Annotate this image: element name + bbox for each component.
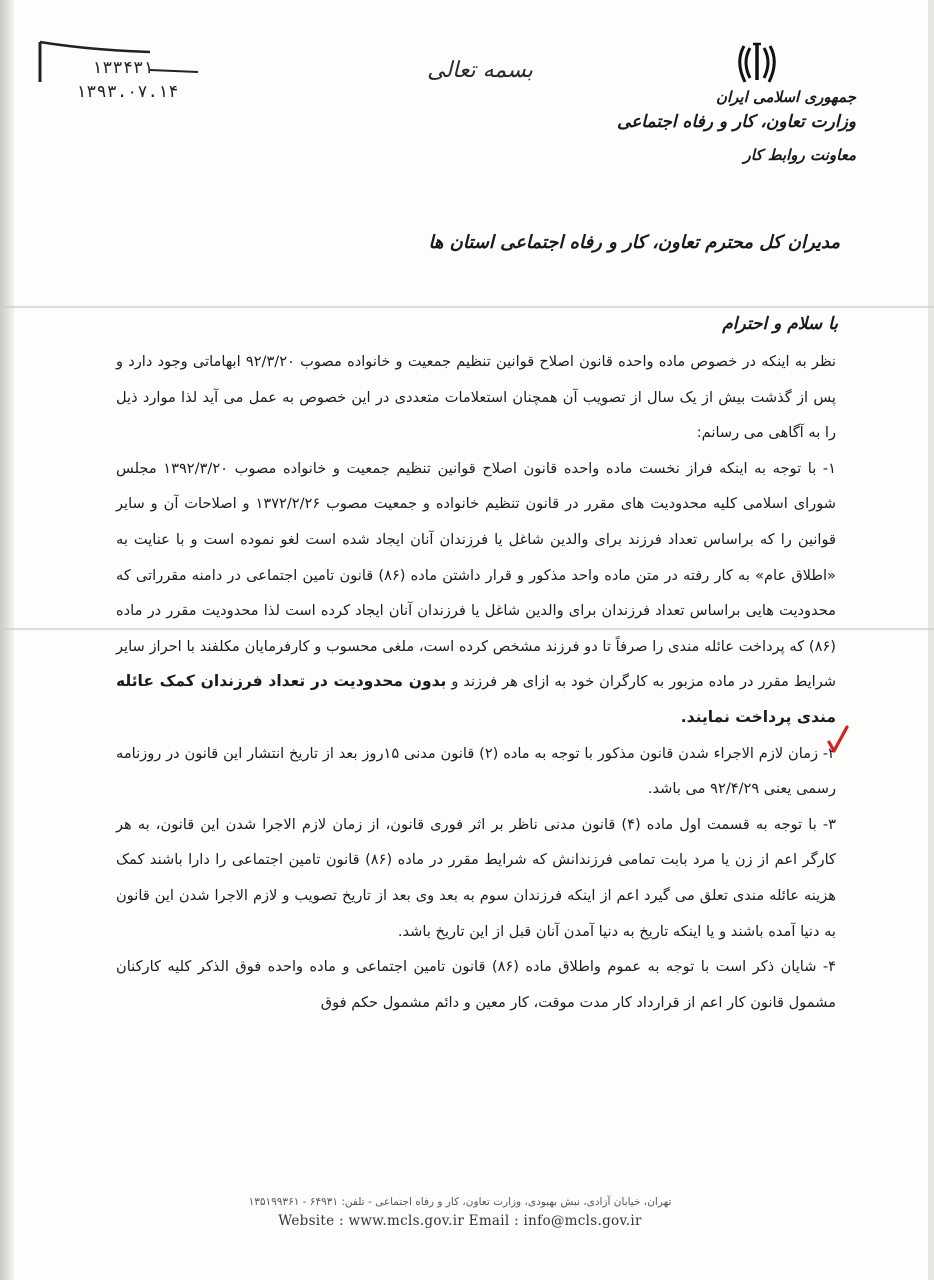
footer-address: تهران، خیابان آزادی، نبش بهبودی، وزارت تعاون، کار و رفاه اجتماعی - تلفن: ۶۴۹۳۱ - ۱۳۵۱۹۹۳۶۱ xyxy=(248,1196,672,1208)
footer-web: Website : www.mcls.gov.ir Email : info@mcls.gov.ir xyxy=(278,1213,642,1229)
greeting: با سلام و احترام xyxy=(722,314,838,334)
paragraph-4: ۴- شایان ذکر است با توجه به عموم واطلاق ماده (۸۶) قانون تامین اجتماعی و ماده واحده فوق الذکر کلیه کارکنان مشمول قانون کار اعم از قرارداد کار مدت موقت، کار معین و دائم مشمول حکم فوق xyxy=(116,958,837,1011)
paragraph-intro: نظر به اینکه در خصوص ماده واحده قانون اصلاح قوانین تنظیم جمعیت و خانواده مصوب ۹۲/۳/۲۰ ابهاماتی وجود دارد و پس از گذشت بیش از یک سال از تصویب آن همچنان استعلامات متعددی در این خصوص به عمل می آید لذا موارد ذیل را به آگاهی می رسانم: xyxy=(116,353,836,442)
ref-scribble-icon xyxy=(30,30,230,130)
addressee: مدیران کل محترم تعاون، کار و رفاه اجتماعی استان ها xyxy=(428,232,840,253)
ref-date: ۱۳۹۳.۰۷.۱۴ xyxy=(76,82,179,102)
ministry-name: وزارت تعاون، کار و رفاه اجتماعی xyxy=(616,112,856,132)
red-checkmark-icon xyxy=(826,724,850,754)
letterhead xyxy=(617,88,856,164)
reference-block xyxy=(30,30,230,130)
country-name: جمهوری اسلامی ایران xyxy=(715,88,856,106)
ref-number: ۱۳۳۴۳۱ xyxy=(92,58,154,78)
page-edge-shadow xyxy=(0,0,14,1280)
page-edge-right xyxy=(928,0,934,1280)
paragraph-3: ۳- با توجه به قسمت اول ماده (۴) قانون مدنی ناظر بر اثر فوری قانون، از زمان لازم الاجرا شدن این قانون، به هر کارگر اعم از زن یا مرد بابت تمامی فرزندانش که شرایط مقرر در ماده (۸۶) قانون تامین اجتماعی را دارا باشند کمک هزینه عائله مندی تعلق می گیرد اعم از اینکه فرزندان سوم به بعد وی بعد از تاریخ تصویب و لازم الاجرا شدن این قانون به دنیا آمده باشند و یا اینکه تاریخ به دنیا آمدن آنان قبل از این تاریخ باشد. xyxy=(116,815,837,940)
letter-body xyxy=(116,344,836,1020)
fold-line xyxy=(0,306,934,308)
paragraph-2: ۲- زمان لازم الاجراء شدن قانون مذکور با توجه به ماده (۲) قانون مدنی ۱۵روز بعد از تاریخ انتشار این قانون در روزنامه رسمی یعنی ۹۲/۴/۲۹ می باشد. xyxy=(116,744,836,798)
iran-emblem-icon xyxy=(734,40,780,86)
paragraph-1-text: ۱- با توجه به اینکه فراز نخست ماده واحده قانون اصلاح قوانین تنظیم جمعیت و خانواده مصوب ۱۳۹۲/۳/۲۰ مجلس شورای اسلامی کلیه محدودیت های مقرر در قانون تنظیم خانواده و جمعیت مصوب ۱۳۷۲/۲/۲۶ و اصلاحات آن و سایر قوانین را که براساس تعداد فرزند برای والدین شاغل یا فرزندان آنان ایجاد شده است لغو نموده است و با عنایت به «اطلاق عام» به کار رفته در متن ماده واحد مذکور و قرار داشتن ماده (۸۶) قانون تامین اجتماعی در دامنه مقرراتی که محدودیت هایی براساس تعداد فرزندان برای والدین شاغل یا فرزندان آنان ایجاد کرده است لذا محدودیت مقرر در ماده (۸۶) که پرداخت عائله مندی را صرفاً تا دو فرزند مشخص کرده است، ملغی محسوب و کارفرمایان مکلفند با احراز سایر شرایط مقرر در ماده مزبور به کارگران خود به ازای هر فرزند و xyxy=(116,459,837,691)
paragraph-1-bold: بدون محدودیت در تعداد فرزندان کمک عائله مندی پرداخت نمایند. xyxy=(116,672,836,726)
deputy-name: معاونت روابط کار xyxy=(743,146,856,164)
footer xyxy=(200,1196,720,1229)
paragraph-1 xyxy=(116,451,836,736)
bismillah: بسمه تعالی xyxy=(427,58,533,83)
